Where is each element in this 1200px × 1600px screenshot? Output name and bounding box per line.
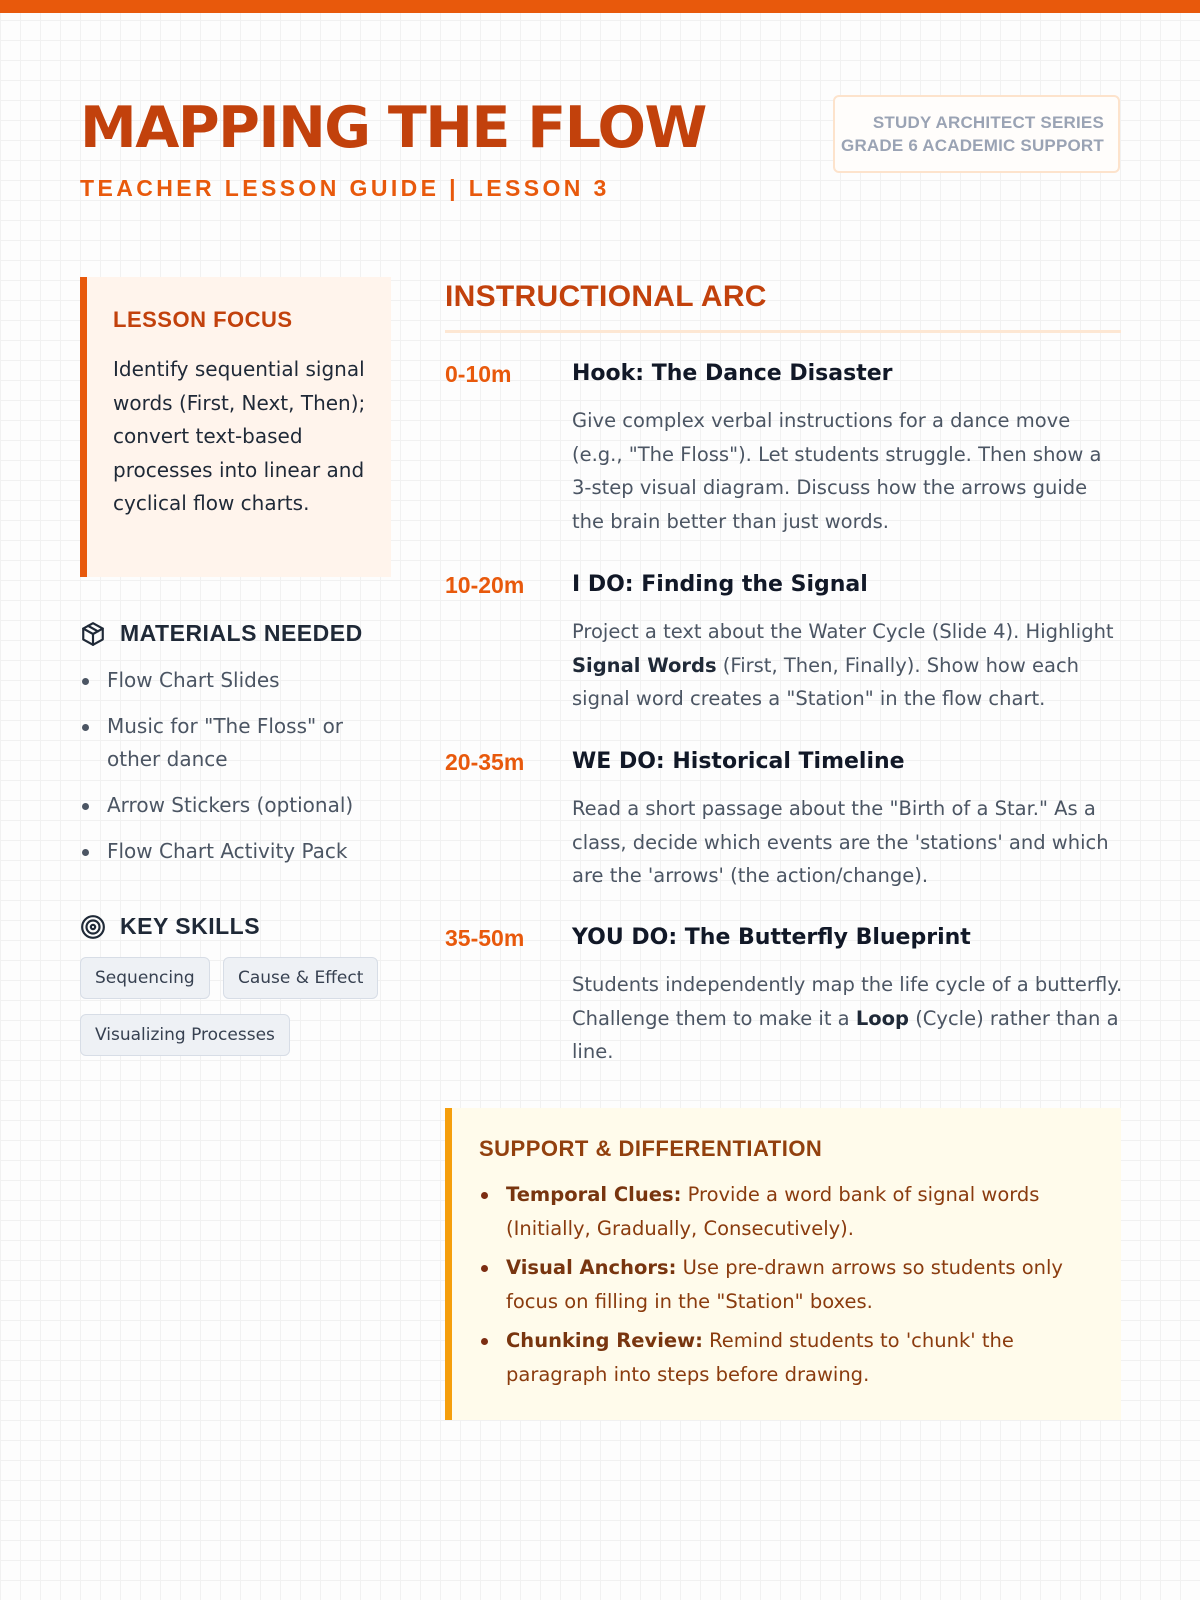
materials-heading [80, 620, 363, 647]
step-body-text: Students independently map the life cycle of a butterfly. Challenge them to make it a [572, 973, 1123, 1030]
box-icon [80, 621, 106, 647]
skills-title: KEY SKILLS [120, 913, 261, 939]
step-body [572, 615, 1124, 716]
target-icon [80, 914, 106, 940]
step-time: 35-50m [445, 925, 525, 951]
step-heading: I DO: Finding the Signal [572, 572, 868, 597]
top-accent-bar [0, 0, 1200, 13]
skill-tag: Cause & Effect [223, 957, 378, 999]
arc-divider [445, 330, 1121, 333]
list-item [479, 1178, 1095, 1245]
support-item-label: Chunking Review: [506, 1329, 703, 1352]
step-body-text: (First, Then, Finally). Show how each signal word creates a "Station" in the flow chart. [572, 653, 1080, 710]
grade-label: GRADE 6 ACADEMIC SUPPORT [841, 136, 1104, 155]
step-time: 10-20m [445, 572, 525, 598]
list-item [479, 1324, 1095, 1391]
step-heading: Hook: The Dance Disaster [572, 361, 893, 386]
support-item-text: Remind students to 'chunk' the paragraph into steps before drawing. [506, 1329, 1014, 1386]
page-subtitle: TEACHER LESSON GUIDE | LESSON 3 [80, 175, 610, 201]
skills-heading [80, 913, 260, 940]
skill-tag: Visualizing Processes [80, 1014, 290, 1056]
list-item: Music for "The Floss" or other dance [80, 710, 380, 776]
materials-title: MATERIALS NEEDED [120, 620, 363, 646]
support-item-text: Use pre-drawn arrows so students only focus on filling in the "Station" boxes. [506, 1256, 1063, 1313]
support-list [479, 1178, 1095, 1391]
lesson-focus-text: Identify sequential signal words (First, Next, Then); convert text-based processes into linear and cyclical flow charts. [113, 357, 366, 515]
page-title: MAPPING THE FLOW [80, 95, 706, 161]
step-body-emphasis: Signal Words [572, 653, 717, 677]
series-badge [833, 95, 1120, 173]
step-time: 20-35m [445, 749, 525, 775]
list-item [479, 1251, 1095, 1318]
support-differentiation-card [445, 1108, 1121, 1420]
instructional-arc-title: INSTRUCTIONAL ARC [445, 280, 767, 313]
step-body: Read a short passage about the "Birth of a Star." As a class, decide which events are the 'stations' and which are the 'arrows' (the action/change). [572, 797, 1109, 887]
list-item: Arrow Stickers (optional) [80, 789, 380, 822]
materials-list [80, 664, 380, 881]
support-item-label: Visual Anchors: [506, 1256, 677, 1279]
support-item-text: Provide a word bank of signal words (Initially, Gradually, Consecutively). [506, 1183, 1040, 1240]
step-body: Give complex verbal instructions for a dance move (e.g., "The Floss"). Let students struggle. Then show a 3-step visual diagram. Discuss how the arrows guide the brain better than just words. [572, 409, 1102, 533]
step-time: 0-10m [445, 361, 512, 387]
skill-tag: Sequencing [80, 957, 210, 999]
step-body [572, 968, 1124, 1069]
support-title: SUPPORT & DIFFERENTIATION [479, 1136, 823, 1161]
step-body-emphasis: Loop [855, 1006, 909, 1030]
step-heading: YOU DO: The Butterfly Blueprint [572, 925, 971, 950]
support-item-label: Temporal Clues: [506, 1183, 682, 1206]
list-item: Flow Chart Slides [80, 664, 380, 697]
step-body-text: (Cycle) rather than a line. [572, 1006, 1119, 1063]
lesson-focus-card [80, 277, 391, 577]
step-body-text: Project a text about the Water Cycle (Slide 4). Highlight [572, 620, 1114, 643]
series-name: STUDY ARCHITECT SERIES [872, 113, 1104, 132]
list-item: Flow Chart Activity Pack [80, 835, 380, 868]
step-heading: WE DO: Historical Timeline [572, 749, 905, 774]
lesson-focus-title: LESSON FOCUS [113, 307, 293, 332]
